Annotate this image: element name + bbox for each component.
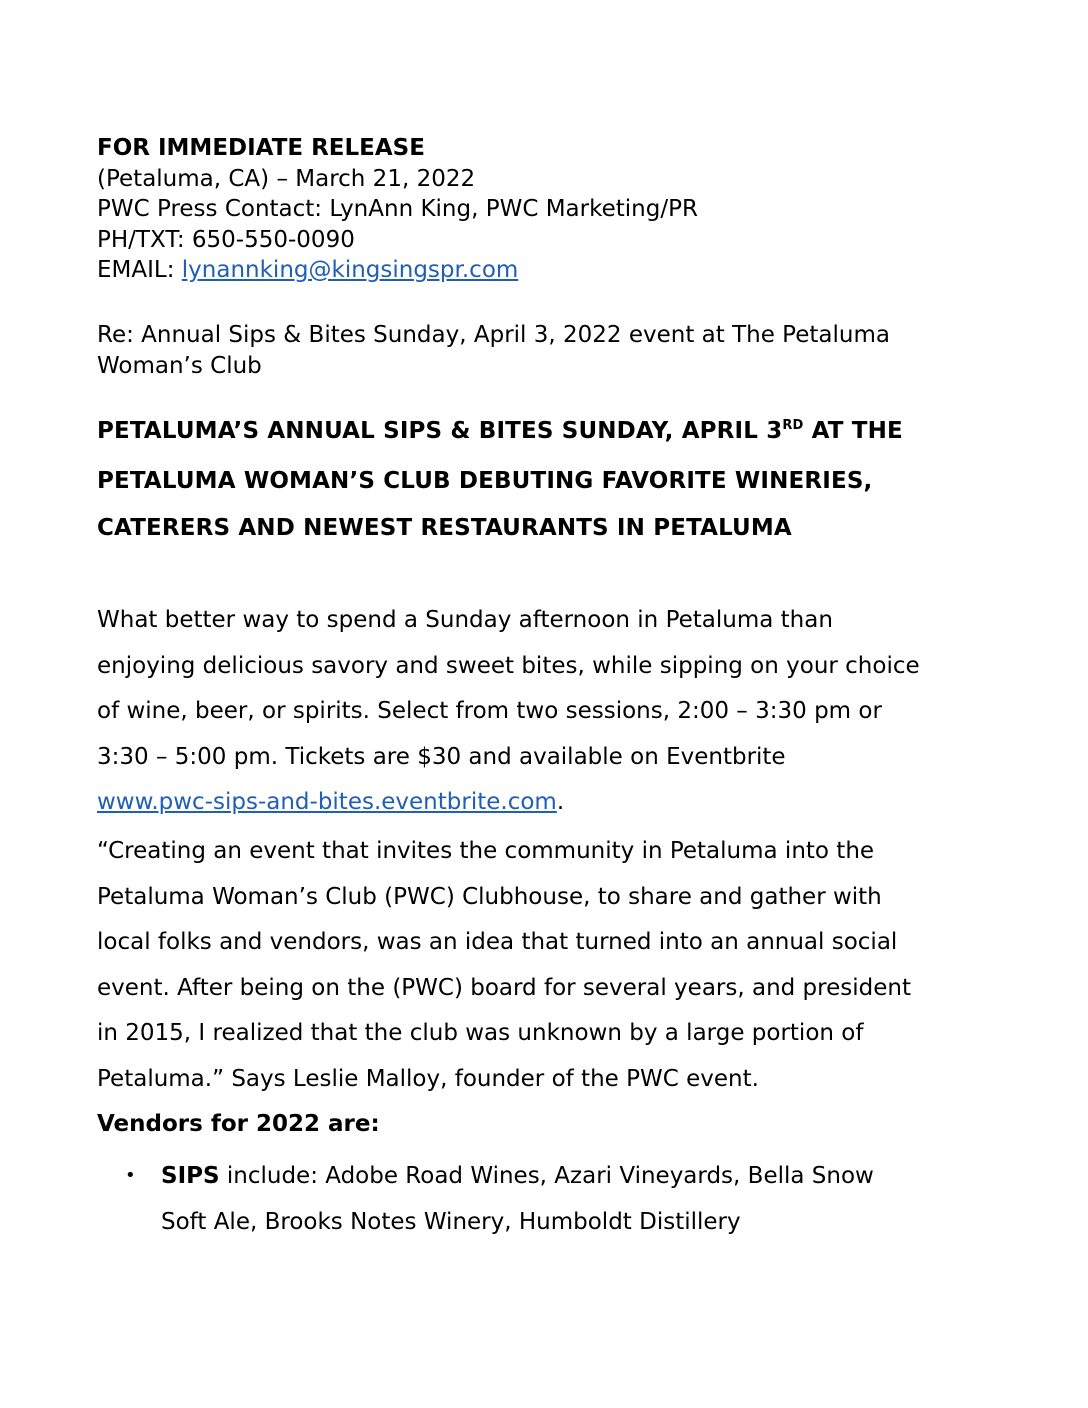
ordinal-suffix: RD [782, 418, 804, 433]
email-line [97, 255, 1007, 286]
headline-line-1-main: PETALUMA’S ANNUAL SIPS & BITES SUNDAY, APRIL 3 [97, 418, 783, 444]
headline-line-1-end: AT THE [803, 418, 903, 444]
quote-line-5: in 2015, I realized that the club was unknown by a large portion of [97, 1020, 864, 1046]
headline-line-2: PETALUMA WOMAN’S CLUB DEBUTING FAVORITE WINERIES, [97, 468, 873, 494]
headline-line-1 [97, 408, 1007, 458]
press-header [97, 133, 1007, 286]
quote-line-4: event. After being on the (PWC) board for several years, and president [97, 974, 911, 1001]
vendor-item-text: include: Adobe Road Wines, Azari Vineyards, Bella Snow [219, 1163, 874, 1189]
link-suffix: . [556, 789, 565, 815]
press-contact: PWC Press Contact: LynAnn King, PWC Marketing/PR [97, 196, 698, 222]
quote-line-3: local folks and vendors, was an idea that turned into an annual social [97, 929, 898, 955]
email-label: EMAIL: [97, 257, 182, 283]
vendor-list [125, 1153, 995, 1245]
intro-line-2: enjoying delicious savory and sweet bites, while sipping on your choice [97, 652, 920, 679]
headline-line-3: CATERERS AND NEWEST RESTAURANTS IN PETALUMA [97, 515, 792, 541]
vendor-item-line-1 [161, 1153, 995, 1199]
intro-line-3: of wine, beer, or spirits. Select from two sessions, 2:00 – 3:30 pm or [97, 698, 882, 724]
intro-line-4: 3:30 – 5:00 pm. Tickets are $30 and available on Eventbrite [97, 743, 786, 770]
vendor-category: SIPS [161, 1163, 220, 1189]
vendor-item-line-2: Soft Ale, Brooks Notes Winery, Humboldt Distillery [161, 1209, 741, 1235]
re-line-2: Woman’s Club [97, 353, 262, 379]
quote-paragraph [97, 829, 1007, 1102]
quote-line-2: Petaluma Woman’s Club (PWC) Clubhouse, to share and gather with [97, 883, 882, 910]
re-line [97, 320, 1007, 382]
phone-line: PH/TXT: 650-550-0090 [97, 226, 355, 253]
release-label: FOR IMMEDIATE RELEASE [97, 135, 425, 161]
intro-line-5 [97, 780, 1007, 826]
re-line-1: Re: Annual Sips & Bites Sunday, April 3, 2022 event at The Petaluma [97, 322, 890, 348]
list-item [125, 1153, 995, 1245]
bullet-icon: • [125, 1165, 136, 1186]
email-link[interactable]: lynannking@kingsingspr.com [181, 257, 519, 283]
intro-paragraph [97, 598, 1007, 826]
vendors-heading: Vendors for 2022 are: [97, 1111, 380, 1137]
eventbrite-link[interactable]: www.pwc-sips-and-bites.eventbrite.com [97, 789, 557, 815]
intro-line-1: What better way to spend a Sunday afternoon in Petaluma than [97, 607, 833, 633]
quote-line-1: “Creating an event that invites the community in Petaluma into the [97, 838, 875, 864]
dateline: (Petaluma, CA) – March 21, 2022 [97, 165, 476, 192]
headline [97, 408, 1007, 552]
quote-line-6: Petaluma.” Says Leslie Malloy, founder of the PWC event. [97, 1065, 759, 1092]
